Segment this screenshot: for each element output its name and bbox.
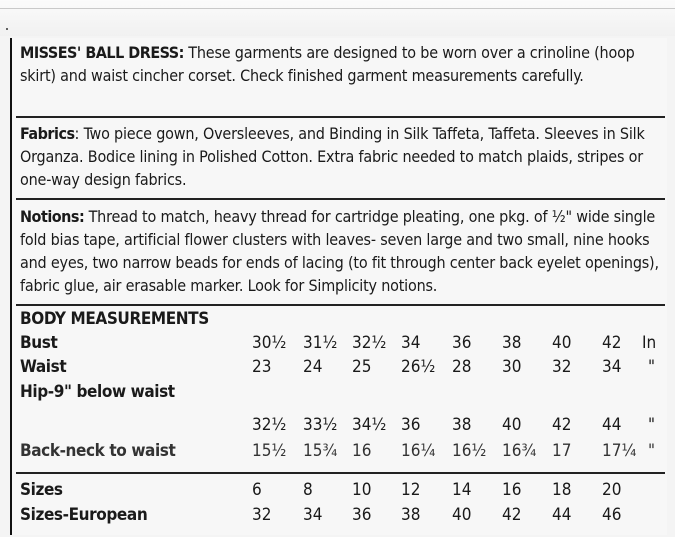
table-row [20, 413, 665, 437]
table-cell: 40 [552, 333, 572, 353]
margin-mark [6, 28, 8, 30]
intro-paragraph [20, 41, 665, 87]
notions-heading: Notions: [20, 207, 85, 226]
divider [16, 472, 665, 474]
table-cell: 32½ [352, 333, 387, 353]
table-cell: 16½ [452, 441, 487, 461]
page-top-margin [0, 0, 675, 36]
row-label: Bust [20, 333, 58, 353]
fabrics-paragraph [20, 122, 665, 191]
table-cell: 40 [452, 505, 472, 525]
table-cell: 42 [552, 415, 572, 435]
divider [16, 198, 665, 200]
table-cell: 38 [502, 333, 522, 353]
table-cell: 30 [502, 357, 522, 377]
row-label: Sizes [20, 480, 63, 500]
table-row [20, 331, 665, 355]
pattern-envelope-panel [10, 38, 667, 535]
table-cell: 16 [502, 480, 522, 500]
notions-text: Thread to match, heavy thread for cartridge pleating, one pkg. of ½" wide single fold bias tape, artificial flower clusters with leaves- seven large and two small, nine hooks and eyes, two narrow beads for ends of lacing (to fit through center back eyelet openings), fabric glue, air erasable marker. Look for Simplicity notions. [20, 207, 659, 295]
table-row [20, 355, 665, 379]
intro-text: These garments are designed to be worn over a crinoline (hoop skirt) and waist cincher corset. Check finished garment measurements carefully. [20, 43, 635, 85]
table-cell: 36 [401, 415, 421, 435]
unit-cell: " [648, 415, 656, 435]
table-cell: 32½ [252, 415, 287, 435]
table-cell: 12 [401, 480, 421, 500]
table-cell: 44 [602, 415, 622, 435]
fabrics-text: : Two piece gown, Oversleeves, and Binding in Silk Taffeta, Taffeta. Sleeves in Silk Organza. Bodice lining in Polished Cotton. Extra fabric needed to match plaids, stripes or one-way design fabrics. [20, 124, 645, 189]
row-label: Back-neck to waist [20, 441, 176, 461]
table-cell: 36 [452, 333, 472, 353]
table-cell: 24 [303, 357, 323, 377]
table-cell: 38 [452, 415, 472, 435]
table-cell: 6 [252, 480, 262, 500]
table-cell: 46 [602, 505, 622, 525]
table-cell: 42 [602, 333, 622, 353]
table-cell: 16¼ [401, 441, 436, 461]
row-label: Sizes-European [20, 505, 148, 525]
fold-line [0, 8, 675, 9]
table-cell: 44 [552, 505, 572, 525]
table-cell: 17¼ [602, 441, 637, 461]
table-cell: 31½ [303, 333, 338, 353]
table-cell: 32 [252, 505, 272, 525]
unit-cell: " [648, 441, 656, 461]
table-cell: 8 [303, 480, 313, 500]
table-cell: 23 [252, 357, 272, 377]
table-cell: 40 [502, 415, 522, 435]
table-cell: 16¾ [502, 441, 537, 461]
row-label: Waist [20, 357, 67, 377]
table-cell: 38 [401, 505, 421, 525]
measurements-heading-row [20, 307, 665, 331]
table-cell: 16 [352, 441, 372, 461]
table-cell: 33½ [303, 415, 338, 435]
table-cell: 32 [552, 357, 572, 377]
table-row [20, 380, 665, 404]
table-row [20, 439, 665, 463]
divider [16, 304, 665, 306]
table-cell: 34 [401, 333, 421, 353]
row-label: Hip-9" below waist [20, 382, 175, 402]
unit-cell: " [648, 357, 656, 377]
table-cell: 34½ [352, 415, 387, 435]
measurements-heading: BODY MEASUREMENTS [20, 309, 209, 329]
table-cell: 28 [452, 357, 472, 377]
table-cell: 34 [602, 357, 622, 377]
table-cell: 30½ [252, 333, 287, 353]
table-cell: 26½ [401, 357, 436, 377]
table-cell: 10 [352, 480, 372, 500]
table-cell: 14 [452, 480, 472, 500]
table-cell: 34 [303, 505, 323, 525]
table-cell: 25 [352, 357, 372, 377]
table-cell: 15¾ [303, 441, 338, 461]
notions-paragraph [20, 205, 665, 297]
table-cell: 15½ [252, 441, 287, 461]
table-cell: 42 [502, 505, 522, 525]
table-cell: 36 [352, 505, 372, 525]
table-cell: 20 [602, 480, 622, 500]
sizes-european-row [20, 503, 665, 527]
divider [16, 116, 665, 118]
unit-cell: In [642, 333, 657, 353]
sizes-row [20, 478, 665, 502]
table-cell: 17 [552, 441, 572, 461]
intro-heading: MISSES' BALL DRESS: [20, 43, 184, 62]
table-cell: 18 [552, 480, 572, 500]
fabrics-heading: Fabrics [20, 124, 75, 143]
